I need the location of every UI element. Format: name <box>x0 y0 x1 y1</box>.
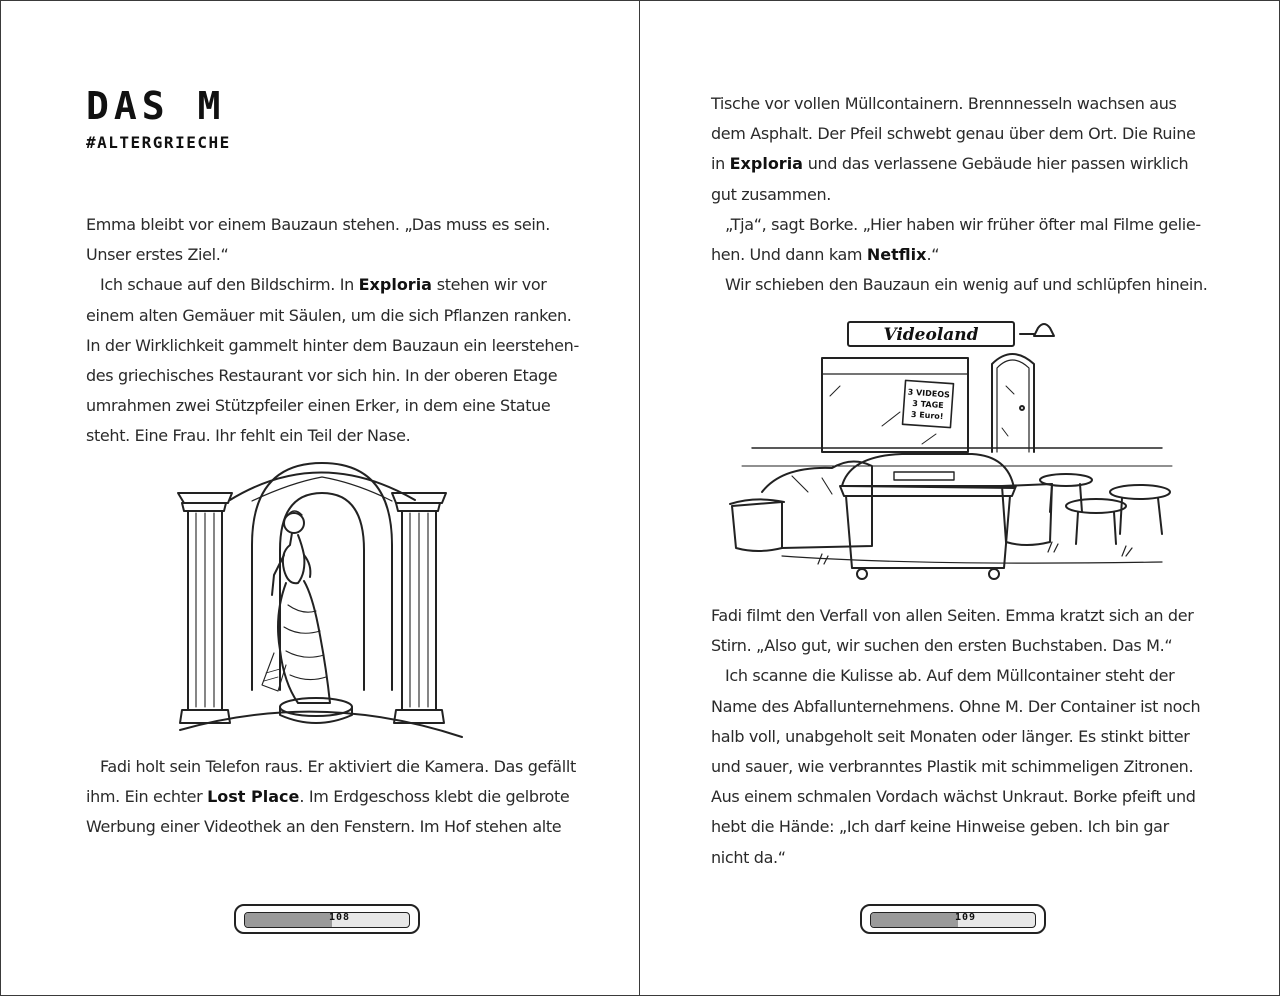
paragraph-text: Emma bleibt vor einem Bauzaun stehen. „Das muss es sein. Unser erstes Ziel.“ <box>86 215 550 265</box>
brand-netflix: Netflix <box>866 245 927 265</box>
paragraph-text: Wir schieben den Bauzaun ein wenig auf und schlüpfen hinein. <box>725 275 1208 295</box>
page-progress-fill <box>871 913 958 927</box>
paragraph <box>86 270 582 451</box>
page-number-bar <box>860 904 1046 934</box>
video-offer-poster <box>903 380 954 427</box>
book-gutter <box>639 0 640 996</box>
paragraph <box>711 601 1211 661</box>
paragraph-text: Ich schaue auf den Bildschirm. In <box>100 275 359 295</box>
paragraph-text: . Im Erdgeschoss klebt die gelbrote Werbung einer Videothek an den Fenstern. Im Hof stehen alte <box>86 787 570 837</box>
paragraph-text: Tische vor vollen Müllcontainern. Brennnesseln wachsen aus dem Asphalt. Der Pfeil schwebt genau über dem Ort. Die Ruine in <box>711 94 1196 174</box>
paragraph-text: Fadi filmt den Verfall von allen Seiten. Emma kratzt sich an der Stirn. „Also gut, wir suchen den ersten Buchstaben. Das M.“ <box>711 606 1194 656</box>
page-number-bar <box>234 904 420 934</box>
paragraph <box>711 270 1211 300</box>
paragraph-text: und das verlassene Gebäude hier passen wirklich gut zusammen. <box>711 154 1189 204</box>
paragraph <box>711 661 1211 872</box>
game-name-exploria: Exploria <box>729 154 803 174</box>
svg-text:3 TAGE: 3 TAGE <box>911 398 944 411</box>
paragraph <box>86 210 582 270</box>
page-number: 109 <box>955 912 977 923</box>
page-progress-fill <box>245 913 332 927</box>
paragraph-text: Fadi holt sein Telefon raus. Er aktiviert die Kamera. Das gefällt ihm. Ein echter <box>86 757 576 807</box>
paragraph-text: stehen wir vor einem alten Gemäuer mit Säulen, um die sich Pflanzen ranken. In der Wirklichkeit gammelt hinter dem Bauzaun ein leerstehendes griechisches Restaurant vor sich hin. In der oberen Etage umrahmen zwei Stützpfeiler einen Erker, in dem eine Statue steht. Eine Frau. Ihr fehlt ein Teil der Nase. <box>86 275 580 446</box>
videoland-backyard-illustration <box>722 316 1192 586</box>
right-bottom-text <box>711 601 1211 873</box>
left-top-text <box>86 210 582 452</box>
term-lost-place: Lost Place <box>207 787 300 807</box>
paragraph <box>711 210 1211 270</box>
paragraph <box>86 752 582 843</box>
chapter-title: DAS M <box>86 84 226 128</box>
page-number: 108 <box>329 912 351 923</box>
left-bottom-text <box>86 752 582 843</box>
paragraph-text: Ich scanne die Kulisse ab. Auf dem Müllcontainer steht der Name des Abfallunternehmens. Ohne M. Der Container ist noch halb voll, unabgeholt seit Monaten oder länger. Es stinkt bitter und sauer, wie verbranntes Plastik mit schimmeligen Zitronen. Aus einem schmalen Vordach wächst Unkraut. Borke pfeift und hebt die Hände: „Ich darf keine Hinweise geben. Ich bin gar nicht da.“ <box>711 666 1201 867</box>
svg-text:3 VIDEOS: 3 VIDEOS <box>907 387 951 400</box>
statue-niche-illustration <box>170 455 470 745</box>
paragraph-text: .“ <box>926 245 940 265</box>
right-top-text <box>711 89 1211 300</box>
right-page <box>640 0 1280 996</box>
chapter-hashtag: #ALTERGRIECHE <box>86 133 231 152</box>
game-name-exploria: Exploria <box>358 275 432 295</box>
paragraph <box>711 89 1211 210</box>
paragraph-text: „Tja“, sagt Borke. „Hier haben wir früher öfter mal Filme geliehen. Und dann kam <box>711 214 1202 265</box>
shop-sign-text: Videoland <box>883 325 979 345</box>
svg-text:3 Euro!: 3 Euro! <box>910 409 944 422</box>
